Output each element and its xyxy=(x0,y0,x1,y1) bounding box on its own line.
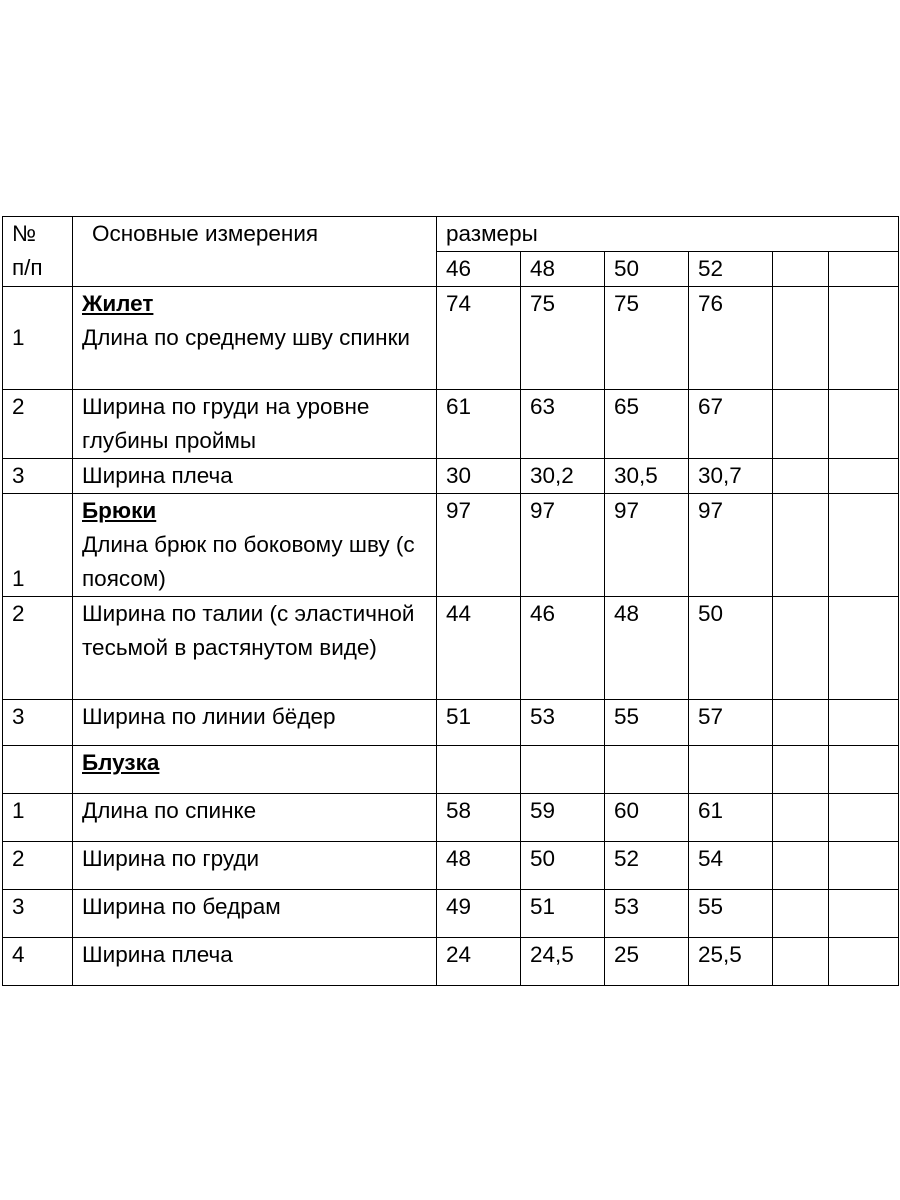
table-row xyxy=(3,700,899,746)
row-value xyxy=(829,494,899,597)
row-value: 61 xyxy=(689,794,773,842)
row-value: 75 xyxy=(521,287,605,390)
header-row xyxy=(3,217,899,252)
table-row xyxy=(3,390,899,459)
row-value: 24,5 xyxy=(521,938,605,986)
row-value xyxy=(773,287,829,390)
row-value: 97 xyxy=(605,494,689,597)
row-value: 55 xyxy=(689,890,773,938)
row-value: 54 xyxy=(689,842,773,890)
row-num: 3 xyxy=(3,890,73,938)
row-label: Длина брюк по боковому шву (с поясом) xyxy=(82,532,415,591)
row-value-empty xyxy=(521,746,605,794)
row-value xyxy=(773,794,829,842)
table-row xyxy=(3,597,899,700)
header-num-cell xyxy=(3,217,73,287)
size-chart xyxy=(2,216,898,986)
row-value: 49 xyxy=(437,890,521,938)
size-header xyxy=(773,252,829,287)
row-label: Ширина по груди xyxy=(73,842,437,890)
row-value xyxy=(773,700,829,746)
row-label-cell xyxy=(73,494,437,597)
row-value: 59 xyxy=(521,794,605,842)
row-value-empty xyxy=(605,746,689,794)
row-value: 30,5 xyxy=(605,459,689,494)
row-value xyxy=(829,794,899,842)
row-value: 53 xyxy=(521,700,605,746)
size-table xyxy=(2,216,899,986)
row-value xyxy=(773,390,829,459)
row-label: Ширина по талии (с эластичной тесьмой в растянутом виде) xyxy=(73,597,437,700)
row-value xyxy=(829,938,899,986)
row-value: 60 xyxy=(605,794,689,842)
row-label-cell xyxy=(73,746,437,794)
table-row xyxy=(3,938,899,986)
row-value xyxy=(829,287,899,390)
table-row xyxy=(3,287,899,390)
header-measure-cell xyxy=(73,217,437,287)
size-header: 52 xyxy=(689,252,773,287)
row-label: Длина по спинке xyxy=(73,794,437,842)
table-row xyxy=(3,459,899,494)
row-value: 30 xyxy=(437,459,521,494)
row-num: 2 xyxy=(3,390,73,459)
header-sizes-label: размеры xyxy=(446,221,538,246)
table-row xyxy=(3,794,899,842)
header-measure-label: Основные измерения xyxy=(92,221,319,246)
row-value xyxy=(829,597,899,700)
row-value xyxy=(829,390,899,459)
row-value: 52 xyxy=(605,842,689,890)
row-value: 48 xyxy=(437,842,521,890)
row-label: Длина по среднему шву спинки xyxy=(82,325,410,350)
section-title-vest: Жилет xyxy=(82,291,154,316)
header-num-line2: п/п xyxy=(12,255,43,280)
row-value: 30,7 xyxy=(689,459,773,494)
row-num: 3 xyxy=(3,459,73,494)
header-num-line1: № xyxy=(12,221,37,246)
row-value: 58 xyxy=(437,794,521,842)
row-value-empty xyxy=(829,746,899,794)
row-label: Ширина по бедрам xyxy=(73,890,437,938)
row-num: 1 xyxy=(3,794,73,842)
row-value: 44 xyxy=(437,597,521,700)
row-value: 46 xyxy=(521,597,605,700)
table-row xyxy=(3,494,899,597)
row-value: 75 xyxy=(605,287,689,390)
row-num: 2 xyxy=(3,842,73,890)
row-value xyxy=(773,842,829,890)
header-sizes-cell xyxy=(437,217,899,252)
section-title-trousers: Брюки xyxy=(82,498,157,523)
row-value xyxy=(773,494,829,597)
row-num-empty xyxy=(3,746,73,794)
row-label: Ширина по линии бёдер xyxy=(73,700,437,746)
row-num: 3 xyxy=(3,700,73,746)
row-value: 24 xyxy=(437,938,521,986)
row-value: 97 xyxy=(437,494,521,597)
table-row xyxy=(3,890,899,938)
row-value: 55 xyxy=(605,700,689,746)
row-label-cell xyxy=(73,287,437,390)
row-value xyxy=(829,700,899,746)
row-num: 1 xyxy=(3,287,73,390)
size-header: 50 xyxy=(605,252,689,287)
row-value: 53 xyxy=(605,890,689,938)
row-label: Ширина плеча xyxy=(73,459,437,494)
row-value xyxy=(829,890,899,938)
size-header: 48 xyxy=(521,252,605,287)
size-header: 46 xyxy=(437,252,521,287)
section-row xyxy=(3,746,899,794)
row-value: 51 xyxy=(521,890,605,938)
section-title-blouse: Блузка xyxy=(82,750,160,775)
row-value xyxy=(773,890,829,938)
table-row xyxy=(3,842,899,890)
row-value: 50 xyxy=(689,597,773,700)
row-value: 30,2 xyxy=(521,459,605,494)
row-value xyxy=(773,938,829,986)
row-value: 61 xyxy=(437,390,521,459)
row-value: 97 xyxy=(521,494,605,597)
row-label: Ширина по груди на уровне глубины проймы xyxy=(73,390,437,459)
row-num: 1 xyxy=(3,494,73,597)
row-value: 57 xyxy=(689,700,773,746)
size-header xyxy=(829,252,899,287)
row-value: 97 xyxy=(689,494,773,597)
row-value: 25,5 xyxy=(689,938,773,986)
row-num: 2 xyxy=(3,597,73,700)
row-value-empty xyxy=(437,746,521,794)
row-value xyxy=(773,597,829,700)
row-value xyxy=(773,459,829,494)
row-value: 25 xyxy=(605,938,689,986)
row-num: 4 xyxy=(3,938,73,986)
row-value: 51 xyxy=(437,700,521,746)
row-value: 74 xyxy=(437,287,521,390)
row-value: 67 xyxy=(689,390,773,459)
row-label: Ширина плеча xyxy=(73,938,437,986)
row-value: 50 xyxy=(521,842,605,890)
row-value: 76 xyxy=(689,287,773,390)
row-value: 48 xyxy=(605,597,689,700)
row-value xyxy=(829,459,899,494)
row-value-empty xyxy=(689,746,773,794)
row-value xyxy=(829,842,899,890)
row-value: 63 xyxy=(521,390,605,459)
row-value-empty xyxy=(773,746,829,794)
row-value: 65 xyxy=(605,390,689,459)
